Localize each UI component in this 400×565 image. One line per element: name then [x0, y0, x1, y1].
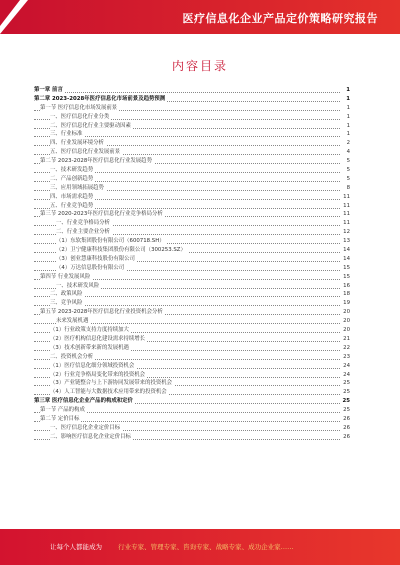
toc-page-number: 5	[346, 158, 350, 165]
toc-entry-text: （1）医疗信息化细分领域投资机会	[50, 362, 135, 369]
toc-entry[interactable]	[34, 353, 350, 362]
toc-entry-text: 第二章 2023-2028年医疗信息化市场前景及趋势预测	[34, 95, 166, 102]
footer-slogan-left: 让每个人都能成为	[50, 543, 102, 551]
toc-entry[interactable]	[34, 202, 350, 211]
toc-entry[interactable]	[34, 290, 350, 299]
toc-page-number: 26	[343, 415, 350, 422]
toc-entry-text: 五、行业竞争趋势	[50, 202, 94, 209]
toc-page-number: 1	[346, 131, 350, 138]
toc-page-number: 25	[342, 398, 350, 405]
toc-entry-text: （3）技术创新带来新的发展机遇	[50, 344, 129, 351]
toc-entry[interactable]	[34, 95, 350, 104]
toc-entry[interactable]	[34, 371, 350, 380]
toc-page-number: 11	[343, 211, 350, 218]
toc-page-number: 8	[346, 184, 350, 191]
toc-entry-text: （2）卫宁健康科技集团股份有限公司（300253.SZ）	[56, 247, 186, 254]
toc-entry[interactable]	[34, 415, 350, 424]
header-corner-inner	[0, 0, 20, 26]
toc-entry[interactable]	[34, 379, 350, 388]
toc-entry[interactable]	[34, 246, 350, 255]
toc-page-number: 19	[343, 300, 350, 307]
toc-page-number: 15	[343, 264, 350, 271]
toc-entry-text: （4）人工智能与大数据技术应用带来的投资机会	[50, 389, 167, 396]
toc-entry[interactable]	[34, 299, 350, 308]
toc-entry[interactable]	[34, 86, 350, 95]
toc-entry-text: 第二节 2023-2028年医疗信息化行业发展趋势	[40, 158, 152, 165]
toc-page-number: 22	[343, 344, 350, 351]
toc-entry-text: （2）医疗机构信息化建设需求持续增长	[50, 335, 146, 342]
toc-entry-text: （1）东软集团股份有限公司（600718.SH）	[56, 238, 165, 245]
toc-entry-text: 三、行业标准	[50, 131, 83, 138]
toc-entry[interactable]	[34, 282, 350, 291]
toc-entry-text: 五、医疗信息化行业发展前景	[50, 149, 121, 156]
toc-entry-text: 第一节 医疗信息化市场发展前景	[40, 104, 118, 111]
toc-entry[interactable]	[34, 166, 350, 175]
toc-page-number: 14	[343, 255, 350, 262]
toc-page-number: 23	[343, 353, 350, 360]
toc-entry[interactable]	[34, 193, 350, 202]
toc-page-number: 18	[343, 291, 350, 298]
toc-page-number: 11	[343, 220, 350, 227]
toc-entry-text: 二、行业主要企业分析	[56, 229, 110, 236]
toc-entry-text: （3）产业链整合与上下游协同发展带来的投资机会	[50, 380, 173, 387]
toc-page-number: 5	[346, 175, 350, 182]
toc-entry-text: 未来发展机遇	[56, 318, 89, 325]
toc-page-number: 1	[346, 113, 350, 120]
toc-heading: 内容目录	[171, 59, 228, 73]
toc-entry[interactable]	[34, 157, 350, 166]
toc-page-number: 25	[343, 380, 350, 387]
toc-entry[interactable]	[34, 344, 350, 353]
toc-entry-text: 第三节 2020-2023年医疗信息化行业竞争格局分析	[40, 211, 163, 218]
toc-entry-text: 三、竞争风险	[50, 300, 83, 307]
toc-entry-text: 二、医疗信息化行业主要驱动因素	[50, 122, 131, 129]
toc-page-number: 24	[343, 362, 350, 369]
page-footer	[0, 529, 400, 565]
toc-entry[interactable]	[34, 113, 350, 122]
toc-entry-text: 一、技术研发趋势	[50, 167, 94, 174]
page-header	[0, 0, 400, 34]
toc-entry-text: 一、医疗信息化行业分类	[50, 113, 110, 120]
toc-entry-text: 二、政策风险	[50, 291, 83, 298]
toc-entry[interactable]	[34, 184, 350, 193]
toc-entry[interactable]	[34, 433, 350, 442]
toc-entry[interactable]	[34, 148, 350, 157]
toc-entry[interactable]	[34, 175, 350, 184]
toc-entry-text: 二、投资机会分析	[50, 353, 94, 360]
toc-entry[interactable]	[34, 210, 350, 219]
toc-page-number: 25	[343, 389, 350, 396]
toc-entry[interactable]	[34, 255, 350, 264]
toc-page-number: 2	[346, 140, 350, 147]
toc-entry-text: 一、行业竞争格局分析	[56, 220, 110, 227]
toc-entry[interactable]	[34, 139, 350, 148]
toc-entry-text: 三、应用领域拓展趋势	[50, 184, 104, 191]
toc-entry-text: 二、产品创新趋势	[50, 175, 94, 182]
toc-entry[interactable]	[34, 228, 350, 237]
toc-entry-text: 第二节 定价目标	[40, 415, 80, 422]
toc-page-number: 1	[346, 87, 350, 93]
toc-entry-text: 四、行业发展环境分析	[50, 140, 104, 147]
toc-page-number: 21	[343, 335, 350, 342]
toc-leader-dots	[34, 92, 340, 93]
report-title: 医疗信息化企业产品定价策略研究报告	[182, 12, 378, 25]
toc-page-number: 5	[346, 167, 350, 174]
toc-page-number: 26	[343, 424, 350, 431]
toc-page-number: 11	[343, 202, 350, 209]
toc-page-number: 20	[343, 327, 350, 334]
toc-entry-text: 二、影响医疗信息化企业定价目标	[50, 433, 131, 440]
toc-entry[interactable]	[34, 264, 350, 273]
toc-entry-text: （2）行业竞争格局变化带来的投资机会	[50, 371, 146, 378]
toc-page-number: 1	[346, 122, 350, 129]
toc-page-number: 24	[343, 371, 350, 378]
toc-entry-text: 第三章 医疗信息化企业产品的构成和定价	[34, 398, 133, 405]
toc-entry[interactable]	[34, 388, 350, 397]
toc-page-number: 20	[343, 318, 350, 325]
toc-entry-text: （1）行业政策支持力度持续加大	[50, 327, 129, 334]
toc-entry-text: （4）万达信息股份有限公司	[56, 264, 125, 271]
toc-page-number: 11	[343, 193, 350, 200]
toc-page-number: 13	[343, 238, 350, 245]
toc-page-number: 25	[343, 407, 350, 414]
toc-entry[interactable]	[34, 104, 350, 113]
toc-entry-text: （3）创业慧康科技股份有限公司	[56, 255, 135, 262]
toc-entry[interactable]	[34, 130, 350, 139]
toc-entry[interactable]	[34, 219, 350, 228]
toc-page-number: 26	[343, 433, 350, 440]
toc-page-number: 1	[346, 95, 350, 102]
table-of-contents	[34, 86, 350, 442]
toc-page-number: 16	[343, 282, 350, 289]
toc-entry[interactable]	[34, 335, 350, 344]
toc-page-number: 1	[346, 104, 350, 111]
toc-entry[interactable]	[34, 317, 350, 326]
toc-entry[interactable]	[34, 308, 350, 317]
toc-page-number: 4	[346, 149, 350, 156]
toc-entry-text: 第一节 产品的构成	[40, 407, 85, 414]
toc-entry[interactable]	[34, 397, 350, 406]
toc-entry-text: 第五节 2023-2028年医疗信息化行业投资机会分析	[40, 309, 163, 316]
toc-entry[interactable]	[34, 406, 350, 415]
toc-page-number: 12	[343, 229, 350, 236]
footer-slogan-right: 行业专家、管理专家、咨询专家、战略专家、成功企业家……	[118, 543, 294, 551]
toc-entry[interactable]	[34, 362, 350, 371]
toc-entry[interactable]	[34, 237, 350, 246]
toc-entry[interactable]	[34, 273, 350, 282]
toc-entry[interactable]	[34, 326, 350, 335]
toc-page-number: 20	[343, 309, 350, 316]
toc-entry-text: 一、技术研发风险	[56, 282, 100, 289]
toc-page-number: 15	[343, 273, 350, 280]
toc-entry[interactable]	[34, 122, 350, 131]
toc-entry-text: 第一章 前言	[34, 87, 63, 93]
toc-entry-text: 四、市场需求趋势	[50, 193, 94, 200]
toc-page-number: 14	[343, 247, 350, 254]
toc-entry-text: 第四节 行业发展风险	[40, 273, 91, 280]
toc-entry-text: 一、医疗信息化企业定价目标	[50, 424, 121, 431]
toc-entry[interactable]	[34, 424, 350, 433]
